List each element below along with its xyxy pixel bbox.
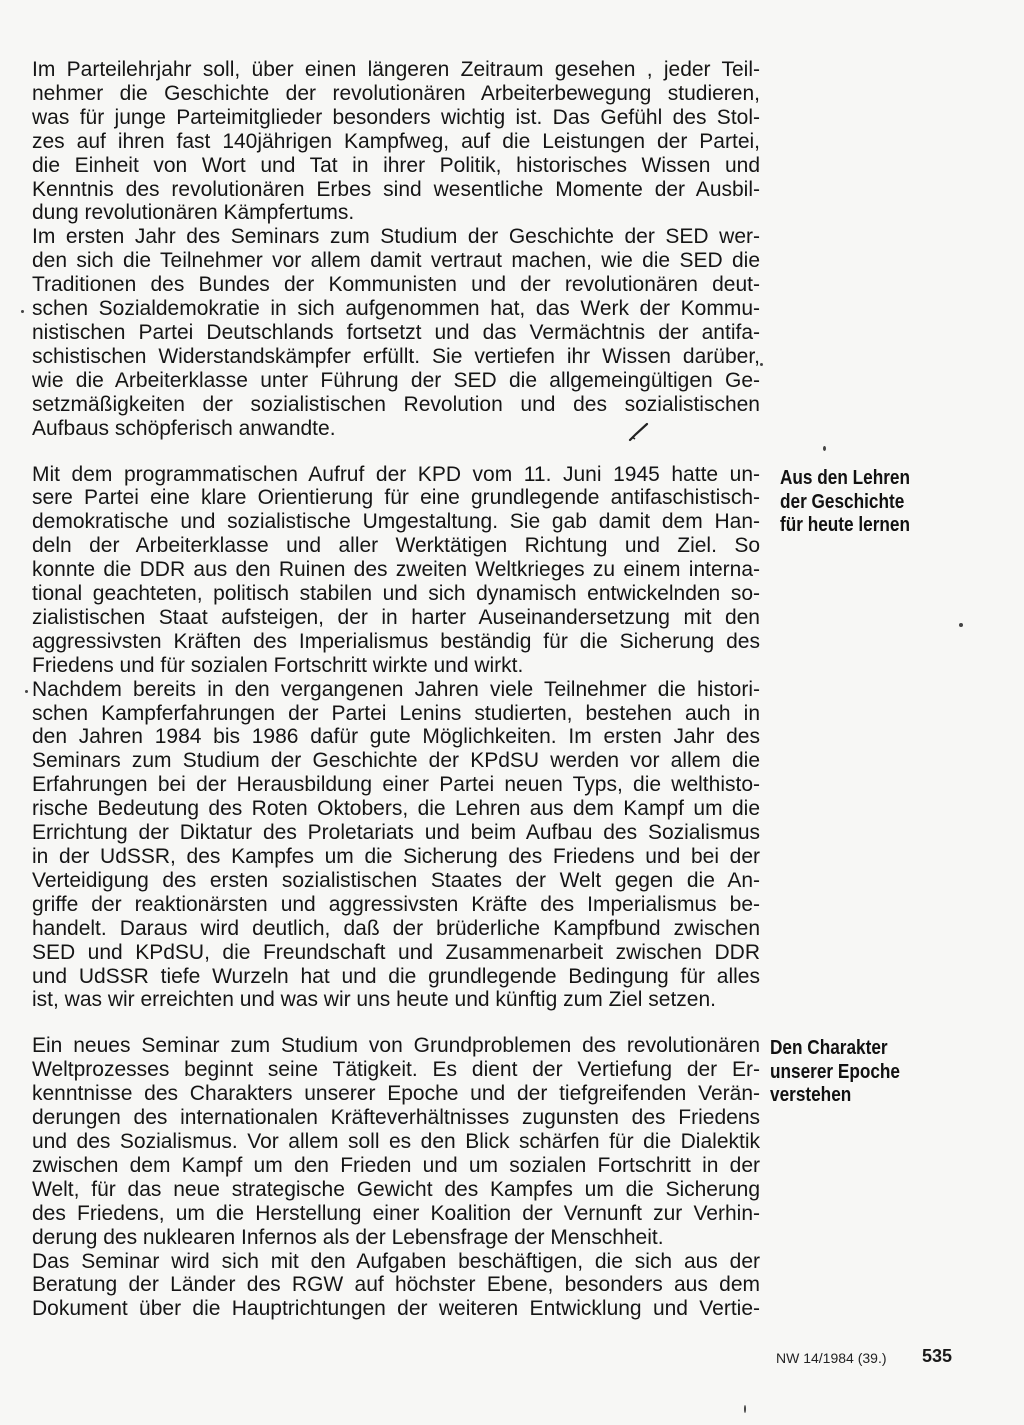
text-line: Das Seminar wird sich mit den Aufgaben beschäftigen, die sich aus der [32,1249,760,1273]
paragraph [32,58,760,225]
text-line: Ein neues Seminar zum Studium von Grundproblemen des revolutionären [32,1034,760,1058]
text-line: den Jahren 1984 bis 1986 dafür gute Möglichkeiten. Im ersten Jahr des [32,725,760,749]
text-line: kenntnisse des Charakters unserer Epoche und der tiefgreifenden Verän- [32,1082,760,1106]
text-line: Beratung der Länder des RGW auf höchster Ebene, besonders aus dem [32,1273,760,1297]
scan-speck [959,623,963,627]
text-line: zialistischen Staat aufsteigen, der in harter Auseinandersetzung mit den [32,605,760,629]
text-line: was für junge Parteimitglieder besonders wichtig ist. Das Gefühl des Stol- [32,105,760,129]
text-line: wie die Arbeiterklasse unter Führung der SED die allgemeingültigen Ge- [32,368,760,392]
issue-reference: NW 14/1984 (39.) [776,1350,887,1366]
text-line: Erfahrungen bei der Herausbildung einer Partei neuen Typs, die welthisto- [32,773,760,797]
text-line: Im ersten Jahr des Seminars zum Studium der Geschichte der SED wer- [32,225,760,249]
text-line: Verteidigung des ersten sozialistischen Staates der Welt gegen die An- [32,868,760,892]
text-line: demokratische und sozialistische Umgestaltung. Sie gab damit dem Han- [32,510,760,534]
main-text-column [32,58,760,1321]
text-line: schen Sozialdemokratie in sich aufgenommen hat, das Werk der Kommu- [32,297,760,321]
text-line: sere Partei eine klare Orientierung für eine grundlegende antifaschistisch- [32,486,760,510]
text-line: Nachdem bereits in den vergangenen Jahren viele Teilnehmer die histori- [32,677,760,701]
margin-heading-line: der Geschichte [780,490,905,513]
margin-heading-line: Den Charakter [770,1037,888,1059]
scan-speck [823,446,826,451]
text-line: Im Parteilehrjahr soll, über einen längeren Zeitraum gesehen , jeder Teil- [32,58,760,81]
text-line: und des Sozialismus. Vor allem soll es den Blick schärfen für die Dialektik [32,1129,760,1153]
text-line: in der UdSSR, des Kampfes um die Sicherung des Friedens und bei der [32,845,760,868]
text-line: und UdSSR tiefe Wurzeln hat und die grundlegende Bedingung für alles [32,964,760,988]
scan-speck [25,690,28,693]
text-line: schistischen Widerstandskämpfer erfüllt. Sie vertiefen ihr Wissen darüber, [32,344,760,368]
text-line: des Friedens, um die Herstellung einer Koalition der Vernunft zur Verhin- [32,1201,760,1225]
section-gap [32,1012,760,1034]
text-line: die Einheit von Wort und Tat in ihrer Politik, historisches Wissen und [32,153,760,177]
text-line: ist, was wir erreichten und was wir uns heute und künftig zum Ziel setzen. [32,988,716,1012]
margin-heading [770,1037,900,1108]
text-line: setzmäßigkeiten der sozialistischen Revolution und des sozialistischen [32,392,760,416]
text-line: dung revolutionären Kämpfertums. [32,201,355,225]
margin-heading-line: verstehen [770,1084,852,1106]
text-line: den sich die Teilnehmer vor allem damit vertraut machen, wie die SED die [32,249,760,273]
text-line: rische Bedeutung des Roten Oktobers, die Lehren aus dem Kampf um die [32,797,760,821]
text-line: Weltprozesses beginnt seine Tätigkeit. Es dient der Vertiefung der Er- [32,1058,760,1082]
paragraph [32,678,760,1013]
text-line: griffe der reaktionärsten und aggressivsten Kräfte des Imperialismus be- [32,892,760,916]
text-line: zwischen dem Kampf um den Frieden und um sozialen Fortschritt in der [32,1153,760,1177]
text-line: Mit dem programmatischen Aufruf der KPD vom 11. Juni 1945 hatte un- [32,462,760,486]
text-line: handelt. Daraus wird deutlich, daß der brüderliche Kampfbund zwischen [32,916,760,940]
text-line: SED und KPdSU, die Freundschaft und Zusammenarbeit zwischen DDR [32,940,760,964]
paragraph [32,225,760,440]
margin-heading-line: unserer Epoche [770,1060,901,1083]
scan-speck [744,1405,746,1413]
text-line: konnte die DDR aus den Ruinen des zweiten Weltkrieges zu einem interna- [32,558,760,582]
text-line: Errichtung der Diktatur des Proletariats und beim Aufbau des Sozialismus [32,821,760,845]
text-line: derung des nuklearen Infernos als der Lebensfrage der Menschheit. [32,1225,664,1249]
margin-heading-line: Aus den Lehren [780,467,910,489]
text-line: schen Kampferfahrungen der Partei Lenins studierten, bestehen auch in [32,701,760,725]
paragraph [32,463,760,678]
section-gap [32,441,760,463]
text-line: nehmer die Geschichte der revolutionären Arbeiterbewegung studieren, [32,81,760,105]
text-line: aggressivsten Kräften des Imperialismus beständig für die Sicherung des [32,629,760,653]
text-line: Friedens und für sozialen Fortschritt wirkte und wirkt. [32,653,524,677]
scan-speck [760,363,763,366]
paragraph [32,1250,760,1322]
text-line: derungen des internationalen Kräfteverhältnisses zugunsten des Friedens [32,1106,760,1130]
page-number: 535 [922,1346,953,1366]
scan-speck [21,310,24,313]
margin-heading-line: für heute lernen [780,514,910,536]
paragraph [32,1034,760,1249]
text-line: tional geachteten, politisch stabilen und sich dynamisch entwickelnden so- [32,582,760,606]
text-line: Dokument über die Hauptrichtungen der weiteren Entwicklung und Vertie- [32,1297,760,1321]
text-line: Seminars zum Studium der Geschichte der KPdSU werden vor allem die [32,749,760,773]
text-line: Traditionen des Bundes der Kommunisten und der revolutionären deut- [32,273,760,297]
text-line: Aufbaus schöpferisch anwandte. [32,416,336,440]
text-line: deln der Arbeiterklasse und aller Werktätigen Richtung und Ziel. So [32,534,760,558]
margin-heading [780,467,910,538]
text-line: nistischen Partei Deutschlands fortsetzt und das Vermächtnis der antifa- [32,320,760,344]
pen-mark-icon [628,422,650,442]
text-line: Welt, für das neue strategische Gewicht des Kampfes um die Sicherung [32,1177,760,1201]
text-line: zes auf ihren fast 140jährigen Kampfweg, auf die Leistungen der Partei, [32,129,760,153]
text-line: Kenntnis des revolutionären Erbes sind wesentliche Momente der Ausbil- [32,177,760,201]
